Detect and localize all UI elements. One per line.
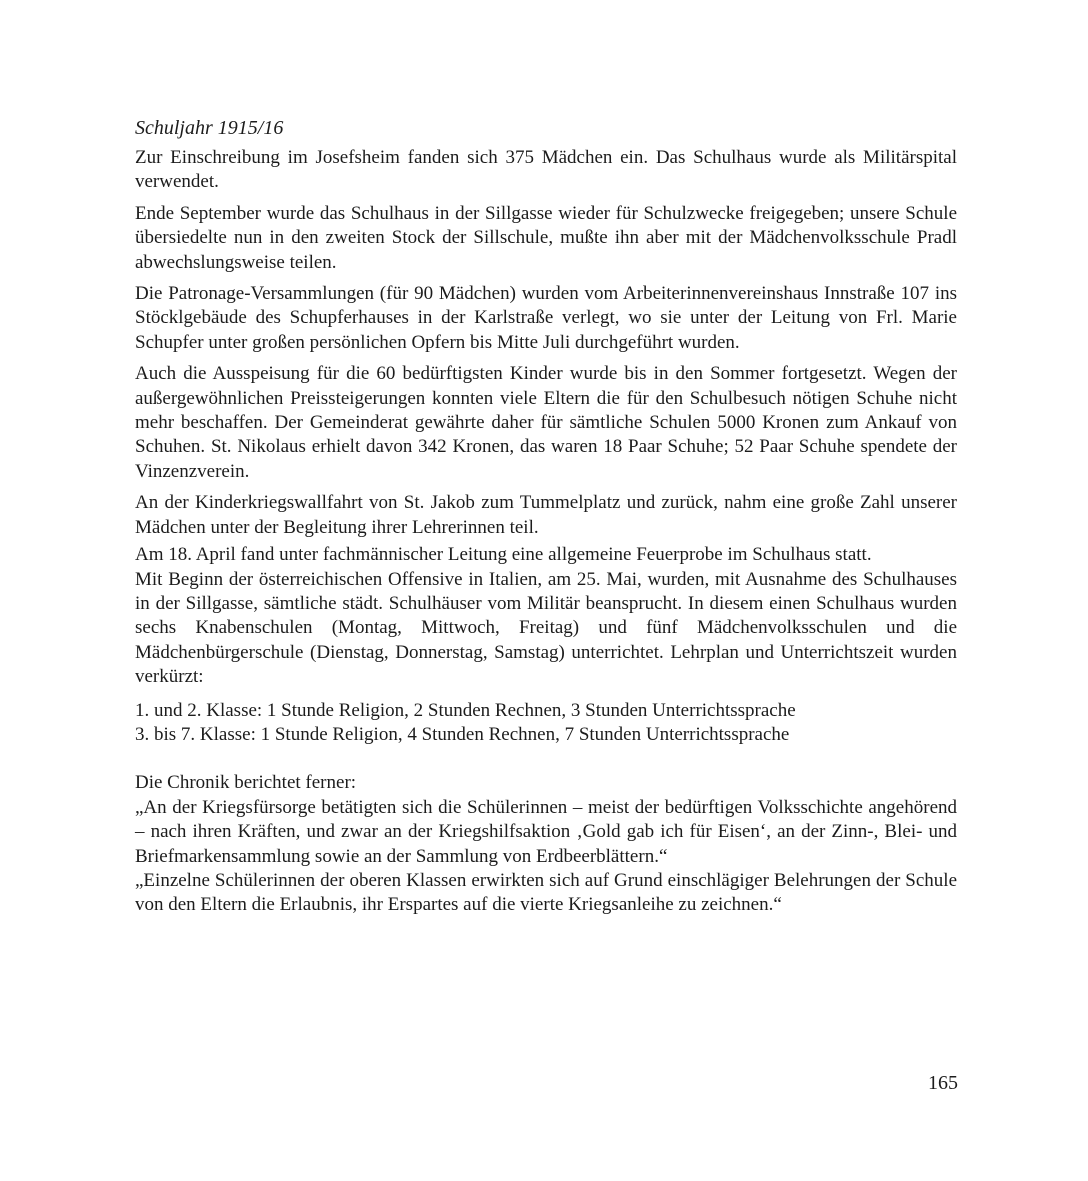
paragraph-fire-drill: Am 18. April fand unter fachmännischer Leitung eine allgemeine Feuerprobe im Schulhaus statt.	[135, 544, 872, 566]
paragraph-patronage: Die Patronage-Versammlungen (für 90 Mädchen) wurden vom Arbeiterinnenvereinshaus Innstraße 107 ins Stöcklgebäude des Schupferhauses in der Karlstraße verlegt, wo sie unter der Leitung von Frl. Marie Schupfer unter großen persönlichen Opfern bis Mitte Juli durchgeführt wurden.	[135, 283, 957, 353]
chronicle-quote: „An der Kriegsfürsorge betätigten sich die Schülerinnen – meist der bedürftigen Volksschichte angehörend – nach ihren Kräften, und zwar an der Kriegshilfsaktion ‚Gold gab ich für Eisen‘, an der Zinn-, Blei- und Briefmarkensammlung sowie an der Sammlung von Erdbeerblättern.“	[135, 796, 957, 867]
page-body	[135, 116, 957, 918]
paragraph-schoolhouse: Ende September wurde das Schulhaus in der Sillgasse wieder für Schulzwecke freigegeben; unsere Schule übersiedelte nun in den zweiten Stock der Sillschule, mußte ihn aber mit der Mädchenvolksschule Pradl abwechslungsweise teilen.	[135, 202, 957, 273]
chronicle-quote: „Einzelne Schülerinnen der oberen Klassen erwirkten sich auf Grund einschlägiger Belehrungen der Schule von den Eltern die Erlaubnis, ihr Erspartes auf die vierte Kriegsanleihe zu zeichnen.“	[135, 869, 957, 916]
paragraph-enrollment: Zur Einschreibung im Josefsheim fanden sich 375 Mädchen ein. Das Schulhaus wurde als Militärspital verwendet.	[135, 147, 957, 193]
page-number: 165	[928, 1072, 958, 1094]
class-schedule	[135, 699, 957, 748]
chronicle-section	[135, 771, 957, 917]
paragraph-offensive: Mit Beginn der österreichischen Offensive in Italien, am 25. Mai, wurden, mit Ausnahme des Schulhauses in der Sillgasse, sämtliche städt. Schulhäuser vom Militär beansprucht. In diesem einen Schulhaus wurden sechs Knabenschulen (Montag, Mittwoch, Freitag) und fünf Mädchenvolksschulen und die Mädchenbürgerschule (Dienstag, Donnerstag, Samstag) unterrichtet. Lehrplan und Unterrichtszeit wurden verkürzt:	[135, 568, 957, 688]
chronicle-intro: Die Chronik berichtet ferner:	[135, 772, 357, 794]
section-heading: Schuljahr 1915/16	[135, 117, 284, 139]
class-schedule-row: 1. und 2. Klasse: 1 Stunde Religion, 2 Stunden Rechnen, 3 Stunden Unterrichtssprache	[135, 699, 796, 721]
paragraph-meals-shoes: Auch die Ausspeisung für die 60 bedürftigsten Kinder wurde bis in den Sommer fortgesetzt. Wegen der außergewöhnlichen Preissteigerungen konnten viele Eltern die für den Schulbesuch nötigen Schuhe nicht mehr beschaffen. Der Gemeinderat gewährte daher für sämtliche Schulen 5000 Kronen zum Ankauf von Schuhen. St. Nikolaus erhielt davon 342 Kronen, das waren 18 Paar Schuhe; 52 Paar Schuhe spendete der Vinzenzverein.	[135, 363, 957, 482]
class-schedule-row: 3. bis 7. Klasse: 1 Stunde Religion, 4 Stunden Rechnen, 7 Stunden Unterrichtssprache	[135, 723, 790, 745]
paragraph-pilgrimage: An der Kinderkriegswallfahrt von St. Jakob zum Tummelplatz und zurück, nahm eine große Zahl unserer Mädchen unter der Begleitung ihrer Lehrerinnen teil.	[135, 492, 957, 538]
